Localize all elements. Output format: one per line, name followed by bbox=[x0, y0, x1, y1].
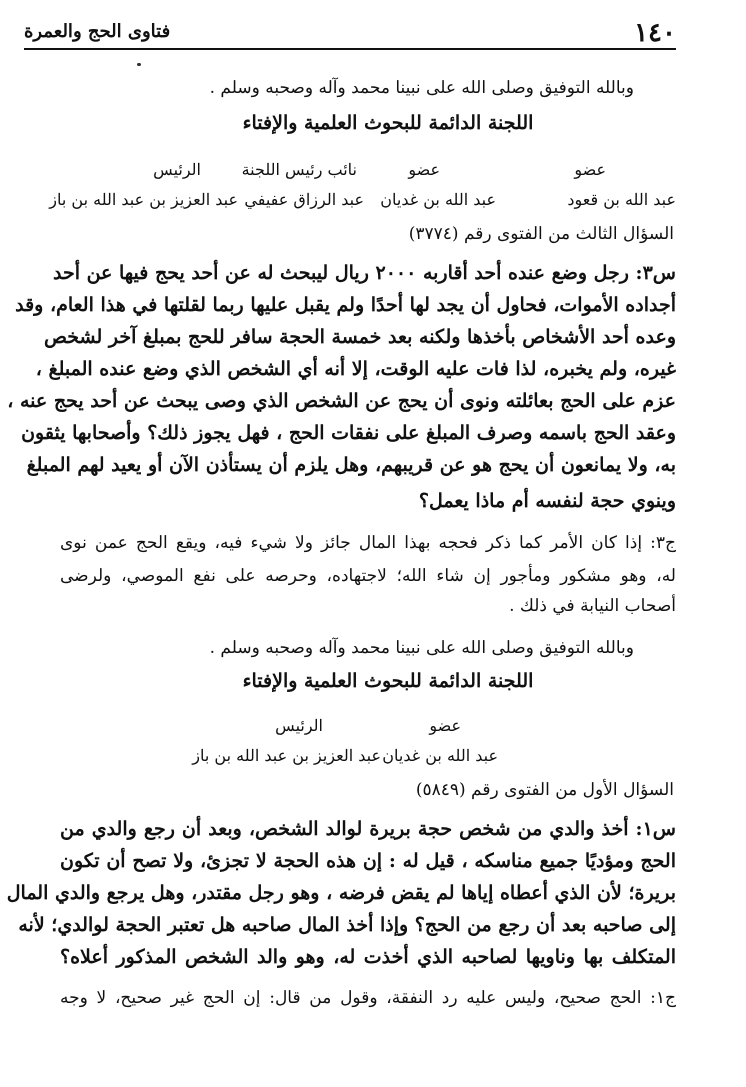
answer-1-line: له، وهو مشكور ومأجور إن شاء الله؛ لاجتهاده، وحرصه على نفع الموصي، ولرضى bbox=[60, 566, 676, 586]
role-chair: الرئيس bbox=[153, 160, 201, 179]
answer-1-line: أصحاب النيابة في ذلك . bbox=[509, 596, 676, 616]
role-member: عضو bbox=[429, 716, 461, 735]
question-1-line: س٣: رجل وضع عنده أحد أقاربه ٢٠٠٠ ريال ليبحث له عن أحد يحج فيها عن أحد bbox=[52, 262, 676, 284]
question-1-line: وعده أحد الأشخاص بأخذها ولكنه بعد خمسة الحجة سافر للحج بمبلغ آخر لشخص bbox=[43, 326, 676, 348]
question-2-line: بريرة؛ لأن الذي أعطاه إياها لم يقض فرضه ، وهو رجل مقتدر، وهل يرجع والدي المال bbox=[6, 882, 676, 904]
signatory-name-4: عبد العزيز بن عبد الله بن باز bbox=[49, 190, 238, 209]
question-1-line: أجداده الأموات، فحاول أن يجد لها أحدًا ولم يقبل عليها ربما لقلتها في هذا العام، وقد bbox=[15, 294, 676, 316]
book-title: فتاوى الحج والعمرة bbox=[24, 21, 171, 42]
fatwa-reference-1: السؤال الثالث من الفتوى رقم (٣٧٧٤) bbox=[408, 224, 674, 244]
committee-name-1: اللجنة الدائمة للبحوث العلمية والإفتاء bbox=[242, 112, 534, 134]
ink-dot bbox=[137, 63, 141, 66]
page-number: ١٤٠ bbox=[634, 18, 676, 48]
signatory-name-1: عبد الله بن غديان bbox=[382, 746, 498, 765]
question-1-line: عزم على الحج بعائلته ونوى أن يحج عن الشخص الذي وصى يبحث عن أحد يحج عنه ، bbox=[7, 390, 676, 412]
page-header bbox=[24, 14, 676, 50]
fatwa-reference-2: السؤال الأول من الفتوى رقم (٥٨٤٩) bbox=[415, 780, 674, 800]
signatory-name-2: عبد العزيز بن عبد الله بن باز bbox=[192, 746, 381, 765]
question-1-line: وعقد الحج باسمه وصرف المبلغ على نفقات الحج ، فهل يجوز ذلك؟ وأصحابها يثقون bbox=[21, 422, 676, 444]
question-1-line: به، ولا يمانعون أن يحج هو عن قريبهم، وهل يلزم أن يستأذن الآن أو يعيد لهم المبلغ bbox=[26, 454, 676, 476]
signatory-name-2: عبد الله بن غديان bbox=[380, 190, 496, 209]
question-1-line: وينوي حجة لنفسه أم ماذا يعمل؟ bbox=[418, 490, 676, 512]
question-2-line: المتكلف بها وناويها لصاحبه الذي أخذت له، وهو والد الشخص المذكور أعلاه؟ bbox=[60, 946, 676, 968]
question-2-line: س١: أخذ والدي من شخص حجة بريرة لوالد الشخص، وبعد أن رجع والدي من bbox=[60, 818, 676, 840]
role-member-2: عضو bbox=[408, 160, 440, 179]
question-2-line: إلى صاحبه بعد أن رجع من الحج؟ وإذا أخذ المال صاحبه هل تعتبر الحجة لوالدي؛ لأنه bbox=[18, 914, 676, 936]
question-1-line: غيره، ولم يخبره، لذا فات عليه الوقت، إلا أنه أي الشخص الذي وضع عنده المبلغ ، bbox=[35, 358, 676, 380]
committee-name-2: اللجنة الدائمة للبحوث العلمية والإفتاء bbox=[242, 670, 534, 692]
role-vice-chair: نائب رئيس اللجنة bbox=[241, 160, 357, 179]
closing-line-2: وبالله التوفيق وصلى الله على نبينا محمد وآله وصحبه وسلم . bbox=[209, 638, 634, 658]
answer-1-line: ج٣: إذا كان الأمر كما ذكر فحجه بهذا المال جائز ولا شيء فيه، ويقع الحج عمن نوى bbox=[60, 533, 676, 553]
signatory-name-3: عبد الرزاق عفيفي bbox=[244, 190, 364, 209]
signatory-name-1: عبد الله بن قعود bbox=[567, 190, 676, 209]
question-2-line: الحج ومؤديًا جميع مناسكه ، قيل له : إن هذه الحجة لا تجزئ، ولا تصح أن تكون bbox=[60, 850, 676, 872]
closing-line-1: وبالله التوفيق وصلى الله على نبينا محمد وآله وصحبه وسلم . bbox=[209, 78, 634, 98]
answer-2-line: ج١: الحج صحيح، وليس عليه رد النفقة، وقول من قال: إن الحج غير صحيح، لا وجه bbox=[60, 988, 676, 1008]
role-chair: الرئيس bbox=[275, 716, 323, 735]
role-member-1: عضو bbox=[574, 160, 606, 179]
